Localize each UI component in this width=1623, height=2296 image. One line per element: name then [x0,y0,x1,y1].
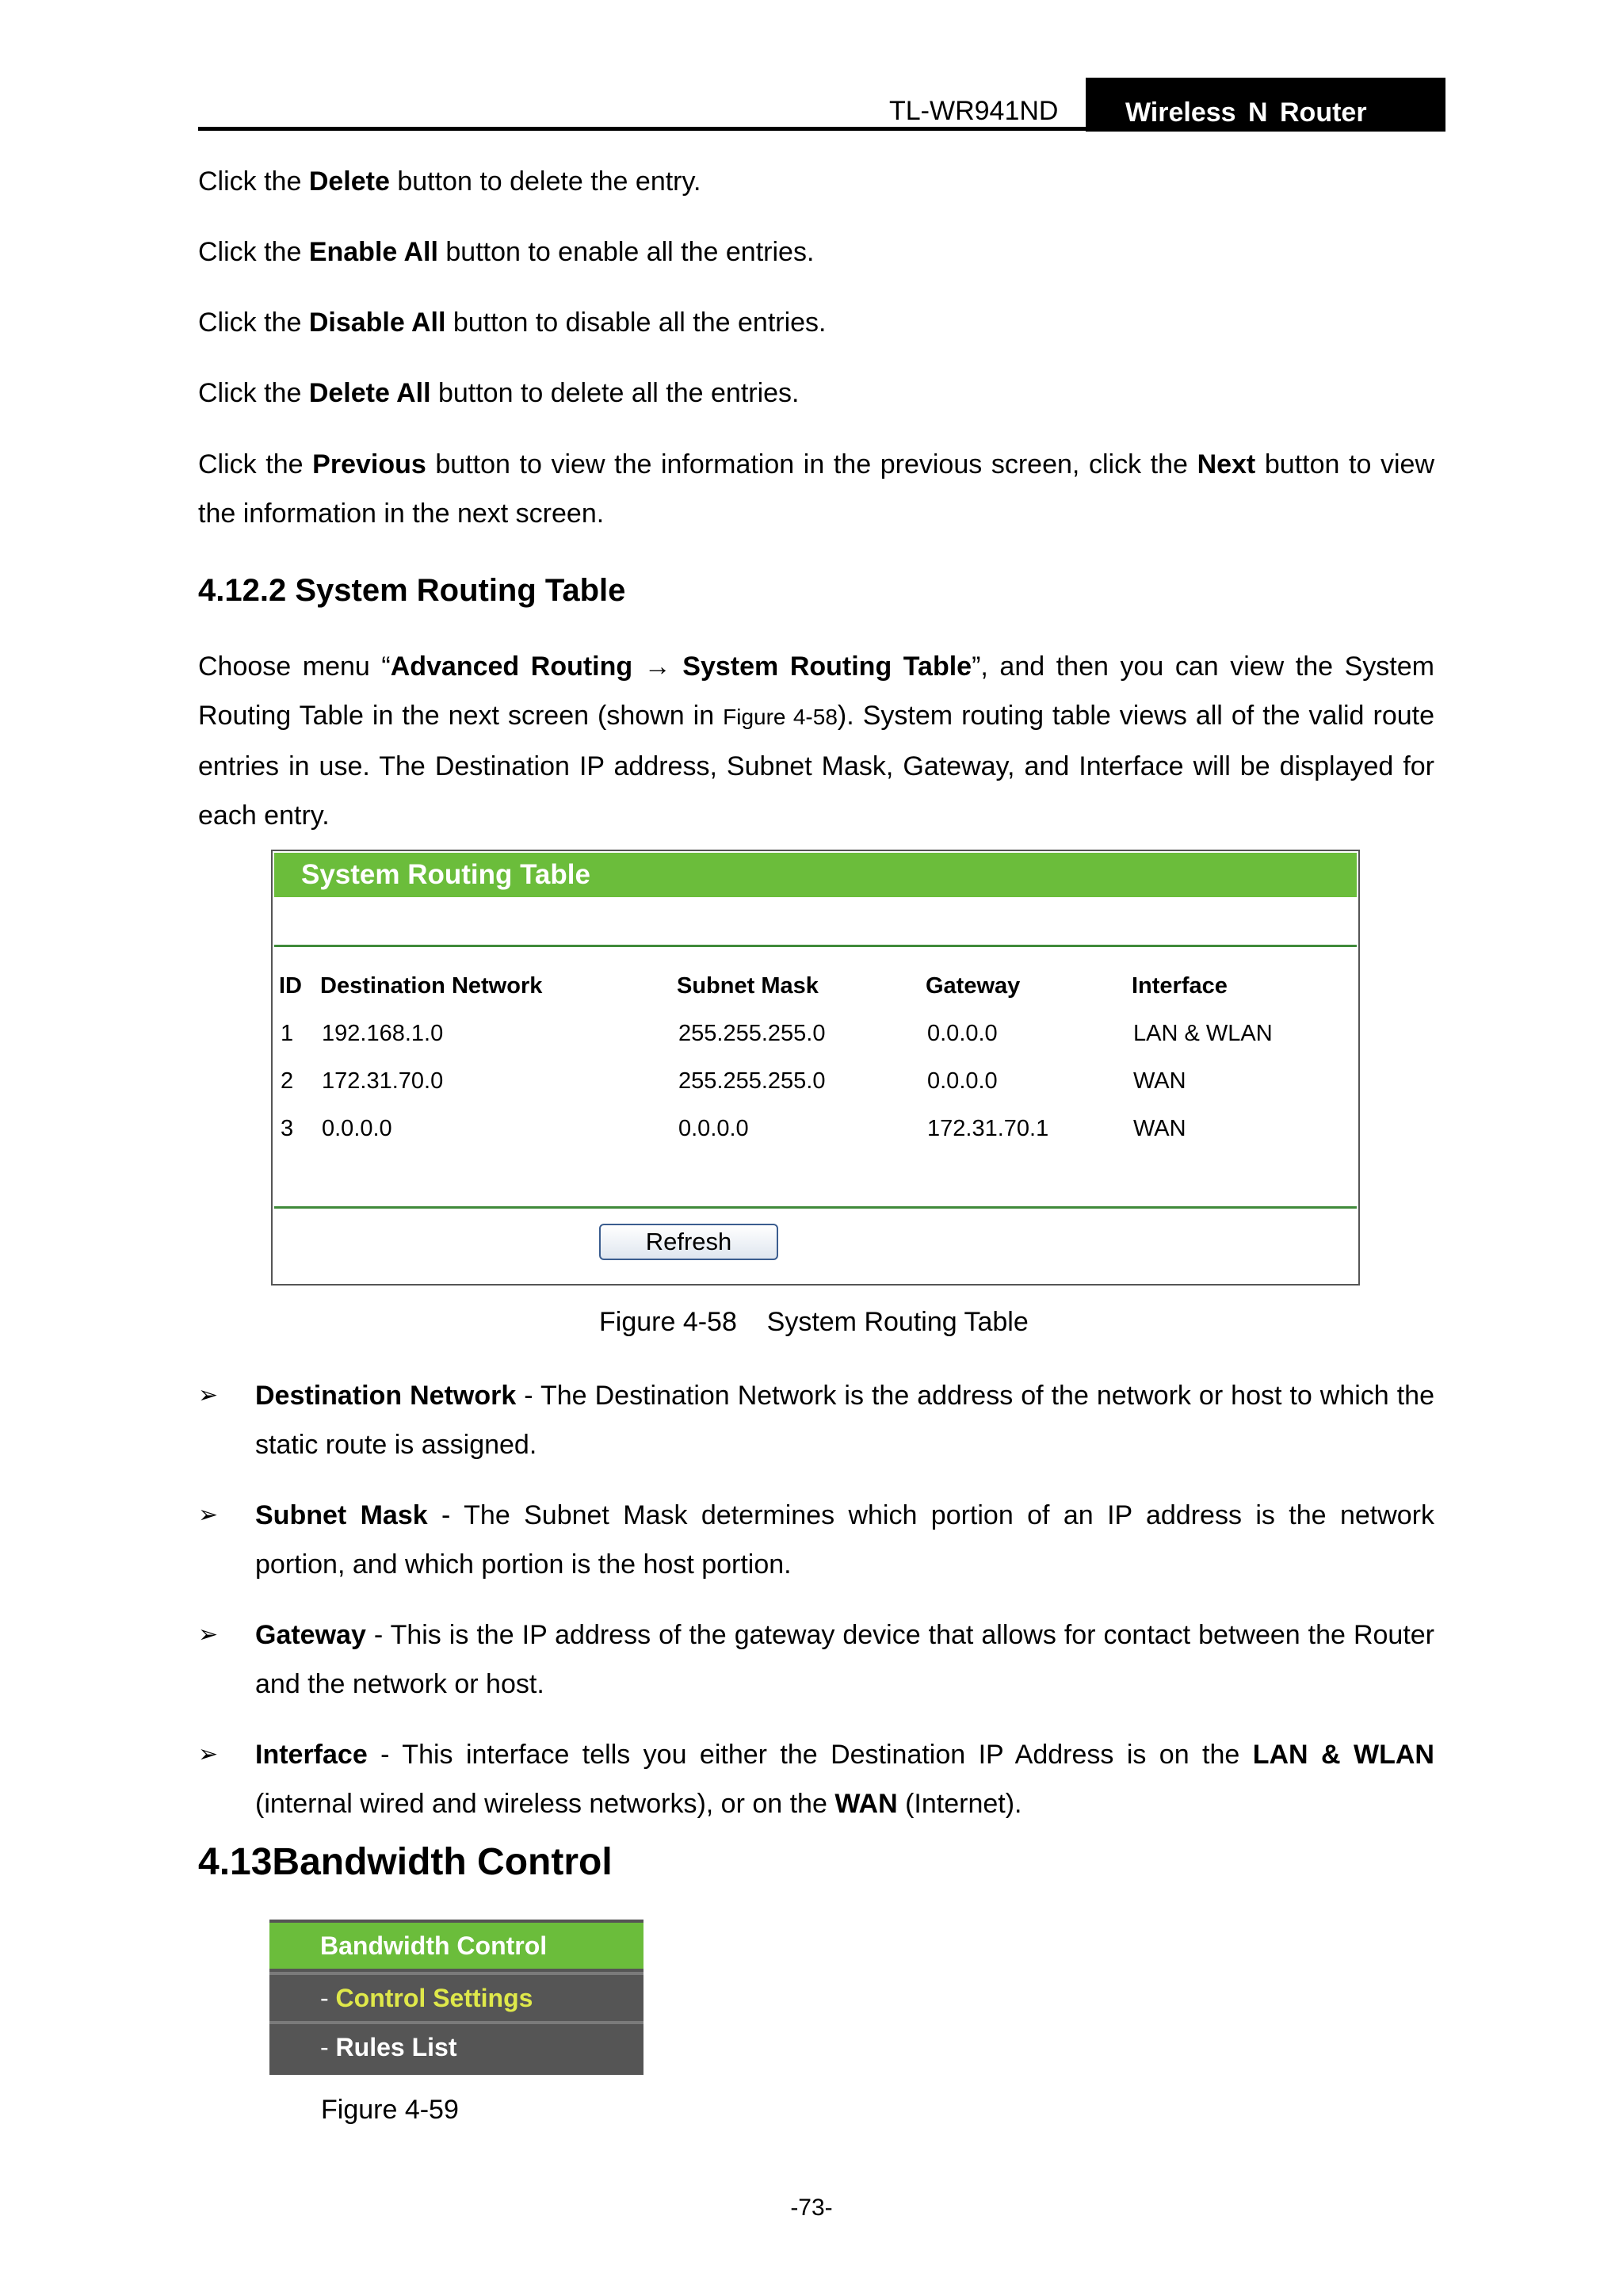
header-product-badge [1086,78,1445,132]
cell-interface: WAN [1133,1068,1186,1094]
text: ). System routing table views all of the valid route entries in use. The Destination IP address, Subnet Mask, Gateway, and Interface will be displayed for each entry. [198,701,1434,831]
intro-delete-all [198,369,1434,418]
cell-destination: 0.0.0.0 [322,1116,392,1141]
cell-interface: WAN [1133,1116,1186,1141]
cell-gateway: 0.0.0.0 [927,1068,998,1094]
bold-text: Next [1197,449,1256,479]
bullet-subnet-mask [255,1491,1434,1589]
cell-gateway: 0.0.0.0 [927,1021,998,1046]
cell-destination: 192.168.1.0 [322,1021,444,1046]
text: (internal wired and wireless networks), or on the [255,1789,835,1819]
cell-subnet-mask: 255.255.255.0 [678,1068,826,1094]
cell-subnet-mask: 255.255.255.0 [678,1021,826,1046]
bold-text: Gateway [255,1620,366,1650]
bandwidth-control-menu [269,1920,643,2075]
section-heading-4-13 [198,1839,613,1886]
intro-disable-all [198,298,1434,347]
menu-item-rules-list[interactable] [269,2021,643,2067]
bullet-destination-network [255,1371,1434,1469]
cell-id: 3 [281,1116,294,1141]
text: button to view the information in the previous screen, click the [426,449,1197,479]
menu-item-label: Control Settings [335,1984,533,2012]
text: button to enable all the entries. [437,237,815,267]
text: - This is the IP address of the gateway device that allows for contact between the Router and the network or host. [255,1620,1434,1699]
section-number: 4.13 [198,1841,273,1883]
cell-id: 1 [281,1021,294,1046]
text: Click the [198,449,313,479]
bold-text: Interface [255,1740,368,1770]
section-title: Bandwidth Control [272,1841,613,1883]
page-number: -73- [790,2195,833,2221]
text: Click the [198,166,309,197]
bold-text: LAN & WLAN [1252,1740,1434,1770]
figure-4-58-caption: Figure 4-58 System Routing Table [599,1307,1029,1337]
bold-text: Delete [308,166,390,197]
column-header-id: ID [279,973,302,999]
intro-prev-next [198,440,1434,538]
section-4-12-2-paragraph [198,642,1434,840]
bold-text: Destination Network [255,1381,517,1411]
column-header-destination: Destination Network [320,973,543,999]
bold-text: Delete All [308,378,431,408]
figure-4-59-caption: Figure 4-59 [321,2095,459,2125]
cell-destination: 172.31.70.0 [322,1068,444,1094]
menu-item-control-settings[interactable] [269,1972,643,2018]
text: - The Subnet Mask determines which portion of an IP address is the network portion, and which portion is the host portion. [255,1500,1434,1580]
bullet-gateway [255,1610,1434,1709]
cell-gateway: 172.31.70.1 [927,1116,1049,1141]
text: button to disable all the entries. [445,308,827,338]
text: Choose menu “ [198,651,391,682]
text: ”, and then you can view the System Routing Table in the next screen (shown in [198,651,1434,731]
bold-text: Enable All [308,237,438,267]
header-rule [198,127,1086,131]
bold-text: WAN [834,1789,898,1819]
bullet-marker: ➢ [198,1502,219,1528]
menu-dash: - [320,1984,336,2012]
header-model: TL-WR941ND [889,96,1059,126]
routing-table-screenshot [271,850,1360,1286]
routing-table-title: System Routing Table [274,853,1357,897]
text: (Internet). [897,1789,1022,1819]
cell-interface: LAN & WLAN [1133,1021,1273,1046]
text: - The Destination Network is the address of the network or host to which the static route is assigned. [255,1381,1434,1460]
bold-text: Previous [312,449,426,479]
cell-subnet-mask: 0.0.0.0 [678,1116,749,1141]
bullet-marker: ➢ [198,1622,219,1648]
bold-text: Advanced Routing → System Routing Table [390,651,972,682]
cell-id: 2 [281,1068,294,1094]
menu-item-label: Rules List [335,2033,457,2061]
divider [274,945,1357,947]
bold-text: Disable All [308,308,446,338]
intro-enable-all [198,227,1434,277]
bullet-marker: ➢ [198,1382,219,1408]
refresh-button[interactable]: Refresh [599,1224,778,1260]
menu-item-label: Bandwidth Control [320,1931,548,1960]
bullet-marker: ➢ [198,1741,219,1767]
column-header-subnet-mask: Subnet Mask [677,973,819,999]
text: Click the [198,308,309,338]
text: Click the [198,237,309,267]
text: Click the [198,378,309,408]
figure-reference: Figure 4-58 [723,705,838,729]
header-product: Wireless N Router [1125,97,1367,128]
text: - This interface tells you either the Destination IP Address is on the [367,1740,1253,1770]
column-header-interface: Interface [1132,973,1228,999]
intro-delete [198,157,1434,206]
menu-item-bandwidth-control[interactable] [269,1923,643,1969]
menu-dash: - [320,2033,336,2061]
bold-text: Subnet Mask [255,1500,428,1530]
text: button to delete all the entries. [430,378,800,408]
column-header-gateway: Gateway [926,973,1021,999]
section-heading-4-12-2: 4.12.2 System Routing Table [198,573,626,608]
divider [274,1206,1357,1209]
bullet-interface [255,1730,1434,1828]
text: button to view the information in the next screen. [198,449,1434,529]
text: button to delete the entry. [389,166,701,197]
